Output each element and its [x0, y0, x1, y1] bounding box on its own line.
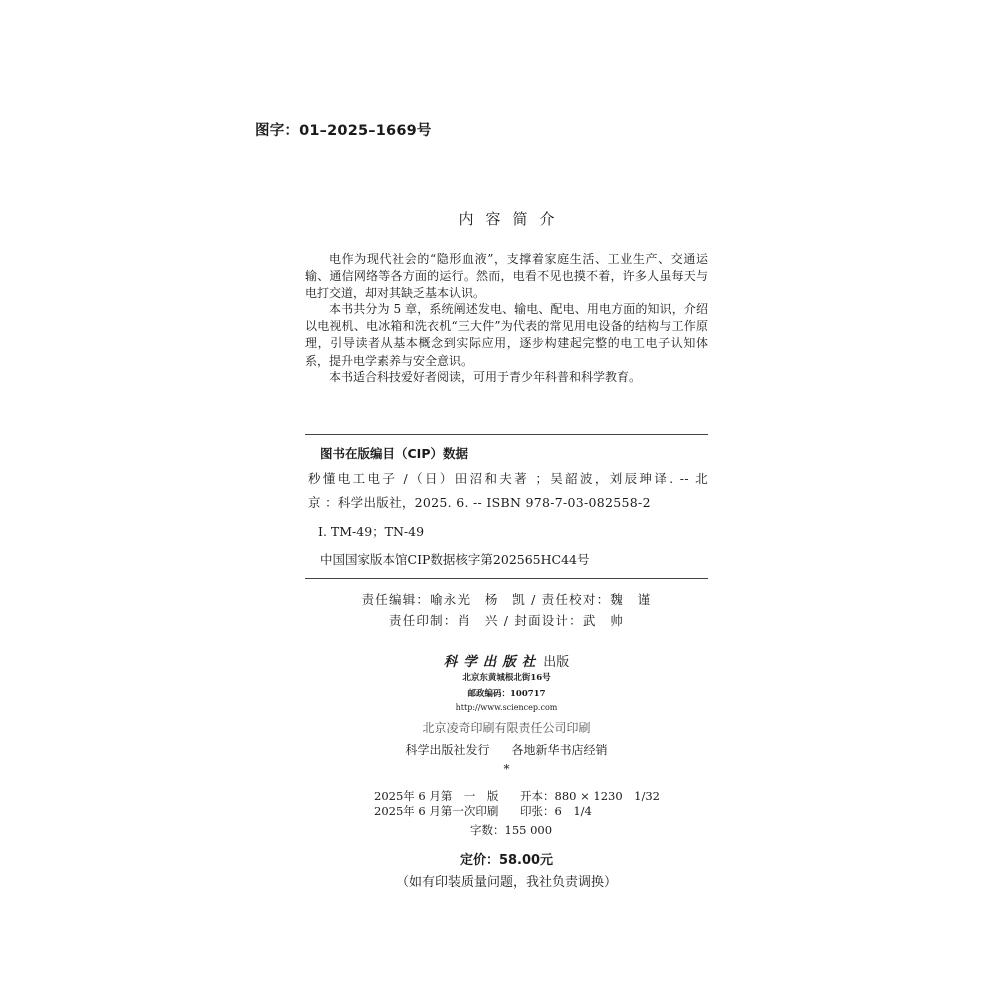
intro-title: 内容简介: [458, 210, 567, 228]
intro-paragraph: 本书适合科技爱好者阅读，可用于青少年科普和科学教育。: [329, 370, 642, 384]
first-edition: 2025年 6 月第 一 版: [374, 789, 499, 803]
registration-number: 图字：01–2025–1669号: [255, 123, 432, 139]
edition-details: [374, 789, 660, 819]
separator-star: *: [503, 762, 510, 776]
cip-bottom-rule: [305, 578, 708, 579]
production-credits: 责任印制：肖 兴 / 封面设计：武 帅: [389, 613, 624, 628]
price: 定价：58.00元: [459, 853, 554, 868]
cip-title: 图书在版编目（CIP）数据: [320, 446, 468, 461]
publisher-logo: 科学出版社: [443, 654, 542, 670]
publisher-url: http://www.sciencep.com: [455, 703, 558, 712]
cip-record-line: 秒懂电工电子 /（日）田沼和夫著 ；吴韶波，刘辰珅译. -- 北: [308, 471, 708, 486]
printer-name: 北京凌奇印刷有限责任公司印刷: [422, 721, 591, 735]
intro-paragraph: 本书共分为 5 章，系统阐述发电、输电、配电、用电方面的知识，介绍以电视机、电冰箱和洗衣机“三大件”为代表的常见用电设备的结构与工作原理，引导读者从基本概念到实际应用，逐步构建起完整的电工电子认知体系，提升电学素养与安全意识。: [305, 302, 708, 368]
cip-classification: Ⅰ. TM-49；TN-49: [318, 524, 425, 539]
printed-sheets: 印张：6 1/4: [520, 804, 592, 818]
seller: 各地新华书店经销: [511, 743, 608, 757]
publisher-address: 北京东黄城根北街16号: [462, 673, 551, 683]
cip-top-rule: [305, 434, 708, 435]
cip-number: 中国国家版本馆CIP数据核字第202565HC44号: [320, 552, 590, 567]
issuer: 科学出版社发行: [405, 743, 490, 757]
book-format: 开本：880 × 1230 1/32: [520, 789, 660, 803]
cip-record-line: 京 ：科学出版社，2025. 6. -- ISBN 978-7-03-082558-2: [308, 495, 651, 510]
intro-paragraph: 电作为现代社会的“隐形血液”，支撑着家庭生活、工业生产、交通运输、通信网络等各方面的运行。然而，电看不见也摸不着，许多人虽每天与电打交道，却对其缺乏基本认识。: [305, 252, 708, 301]
word-count: 字数：155 000: [470, 823, 553, 837]
first-printing: 2025年 6 月第一次印刷: [374, 804, 499, 818]
publisher-suffix: 出版: [543, 655, 570, 670]
replacement-notice: （如有印装质量问题，我社负责调换）: [395, 875, 617, 890]
editor-credits: 责任编辑：喻永光 杨 凯 / 责任校对：魏 谨: [361, 592, 652, 607]
publisher-postcode: 邮政编码：100717: [467, 689, 546, 699]
distribution-line: [305, 741, 708, 758]
publisher-line: [305, 650, 708, 670]
